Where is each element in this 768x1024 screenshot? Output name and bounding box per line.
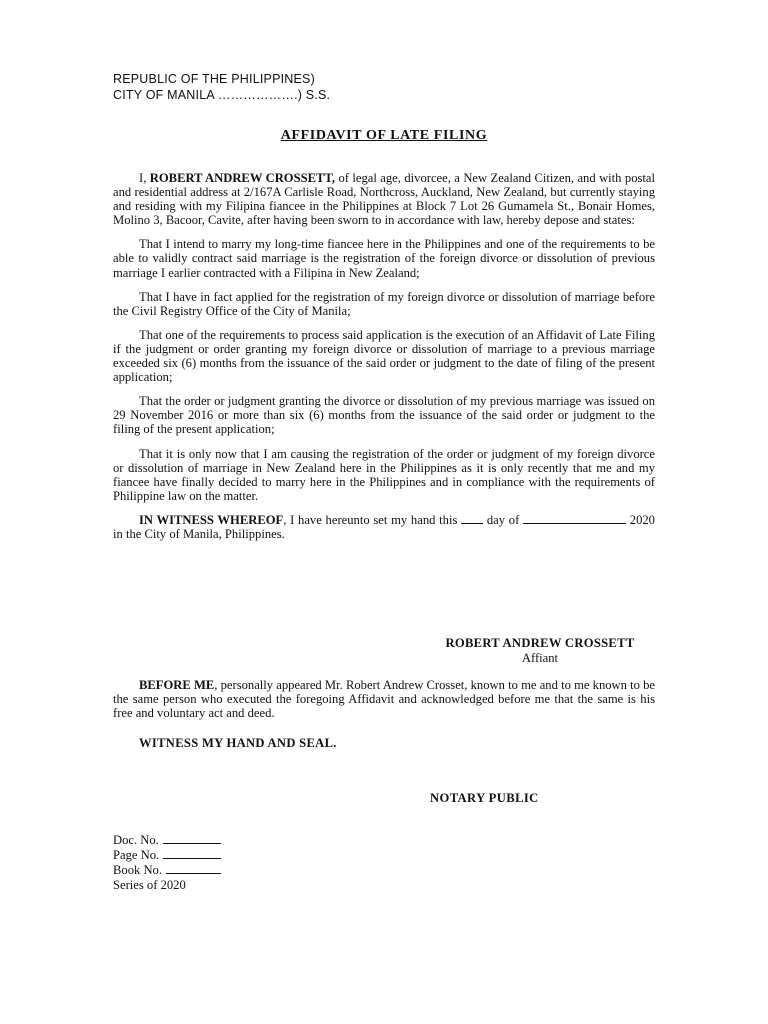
book-no-row: [113, 863, 221, 878]
book-no-blank[interactable]: [166, 863, 221, 874]
intro-paragraph: [113, 171, 655, 227]
doc-no-blank[interactable]: [163, 833, 221, 844]
witness-part1: , I have hereunto set my hand this: [283, 512, 458, 527]
paragraph-intent: That I intend to marry my long-time fiancee here in the Philippines and one of the requirements to be able to validly contract said marriage is the registration of the foreign divorce or dissolution of previous marriage I earlier contracted with a Filipina in New Zealand;: [113, 237, 655, 280]
paragraph-reason: That it is only now that I am causing the registration of the order or judgment of my foreign divorce or dissolution of marriage in New Zealand here in the Philippines as it is only recently that me and my fiancee have finally decided to marry here in the Philippines and in compliance with the requirements of Philippine law on the matter.: [113, 446, 655, 503]
jurat-paragraph: [113, 678, 655, 720]
jurat-block: [113, 678, 655, 720]
page-no-label: Page No.: [113, 848, 160, 862]
witness-lead: IN WITNESS WHEREOF: [139, 512, 284, 527]
page-no-row: [113, 848, 221, 863]
venue-line-republic: REPUBLIC OF THE PHILIPPINES): [113, 72, 315, 86]
jurat-lead: BEFORE ME: [139, 678, 215, 692]
paragraph-requirements: That one of the requirements to process said application is the execution of an Affidavit of Late Filing if the judgment or order granting my foreign divorce or dissolution of marriage to a previous marriage exceeded six (6) months from the issuance of the said order or judgment to the date of filing of the present application;: [113, 327, 655, 385]
witness-part3: 2020 in the City of Manila, Philippines.: [113, 512, 655, 541]
affiant-name-inline: ROBERT ANDREW CROSSETT,: [149, 171, 336, 185]
affiant-signature-block: [370, 636, 710, 666]
doc-no-label: Doc. No.: [113, 833, 159, 847]
series-row: [113, 878, 221, 893]
venue-line-city: CITY OF MANILA ……………….) S.S.: [113, 88, 331, 102]
paragraph-applied: That I have in fact applied for the registration of my foreign divorce or dissolution of marriage before the Civil Registry Office of the City of Manila;: [113, 289, 655, 318]
affidavit-body: [113, 171, 655, 541]
page-no-blank[interactable]: [163, 848, 221, 859]
witness-hand-seal: WITNESS MY HAND AND SEAL.: [139, 736, 337, 750]
month-blank[interactable]: [523, 513, 626, 524]
intro-lead: I,: [139, 171, 147, 185]
series-label: Series of 2020: [113, 878, 186, 892]
doc-no-row: [113, 833, 221, 848]
notary-public-label: NOTARY PUBLIC: [430, 791, 539, 805]
day-blank[interactable]: [461, 513, 483, 524]
witness-paragraph: [113, 513, 655, 541]
venue-header: [113, 71, 330, 103]
paragraph-order-date: That the order or judgment granting the divorce or dissolution of my previous marriage was issued on 29 November 2016 or more than six (6) months from the issuance of the said order or judgment to the filing of the present application;: [113, 394, 655, 437]
notarial-records: [113, 833, 221, 893]
witness-part2: day of: [486, 512, 520, 527]
document-title: AFFIDAVIT OF LATE FILING: [280, 128, 488, 143]
book-no-label: Book No.: [113, 863, 162, 877]
affiant-name: ROBERT ANDREW CROSSETT: [445, 636, 635, 650]
affiant-role: Affiant: [521, 651, 559, 665]
jurat-rest: , personally appeared Mr. Robert Andrew Crosset, known to me and to me known to be the same person who executed the foregoing Affidavit and acknowledged before me that the same is his free and voluntary act and deed.: [113, 678, 656, 721]
intro-rest: of legal age, divorcee, a New Zealand Citizen, and with postal and residential address at 2/167A Carlisle Road, Northcross, Auckland, New Zealand, but currently staying and residing with my Filipina fiancee in the Philippines at Block 7 Lot 26 Gumamela St., Bonair Homes, Molino 3, Bacoor, Cavite, after having been sworn to in accordance with law, hereby depose and states:: [113, 171, 655, 228]
